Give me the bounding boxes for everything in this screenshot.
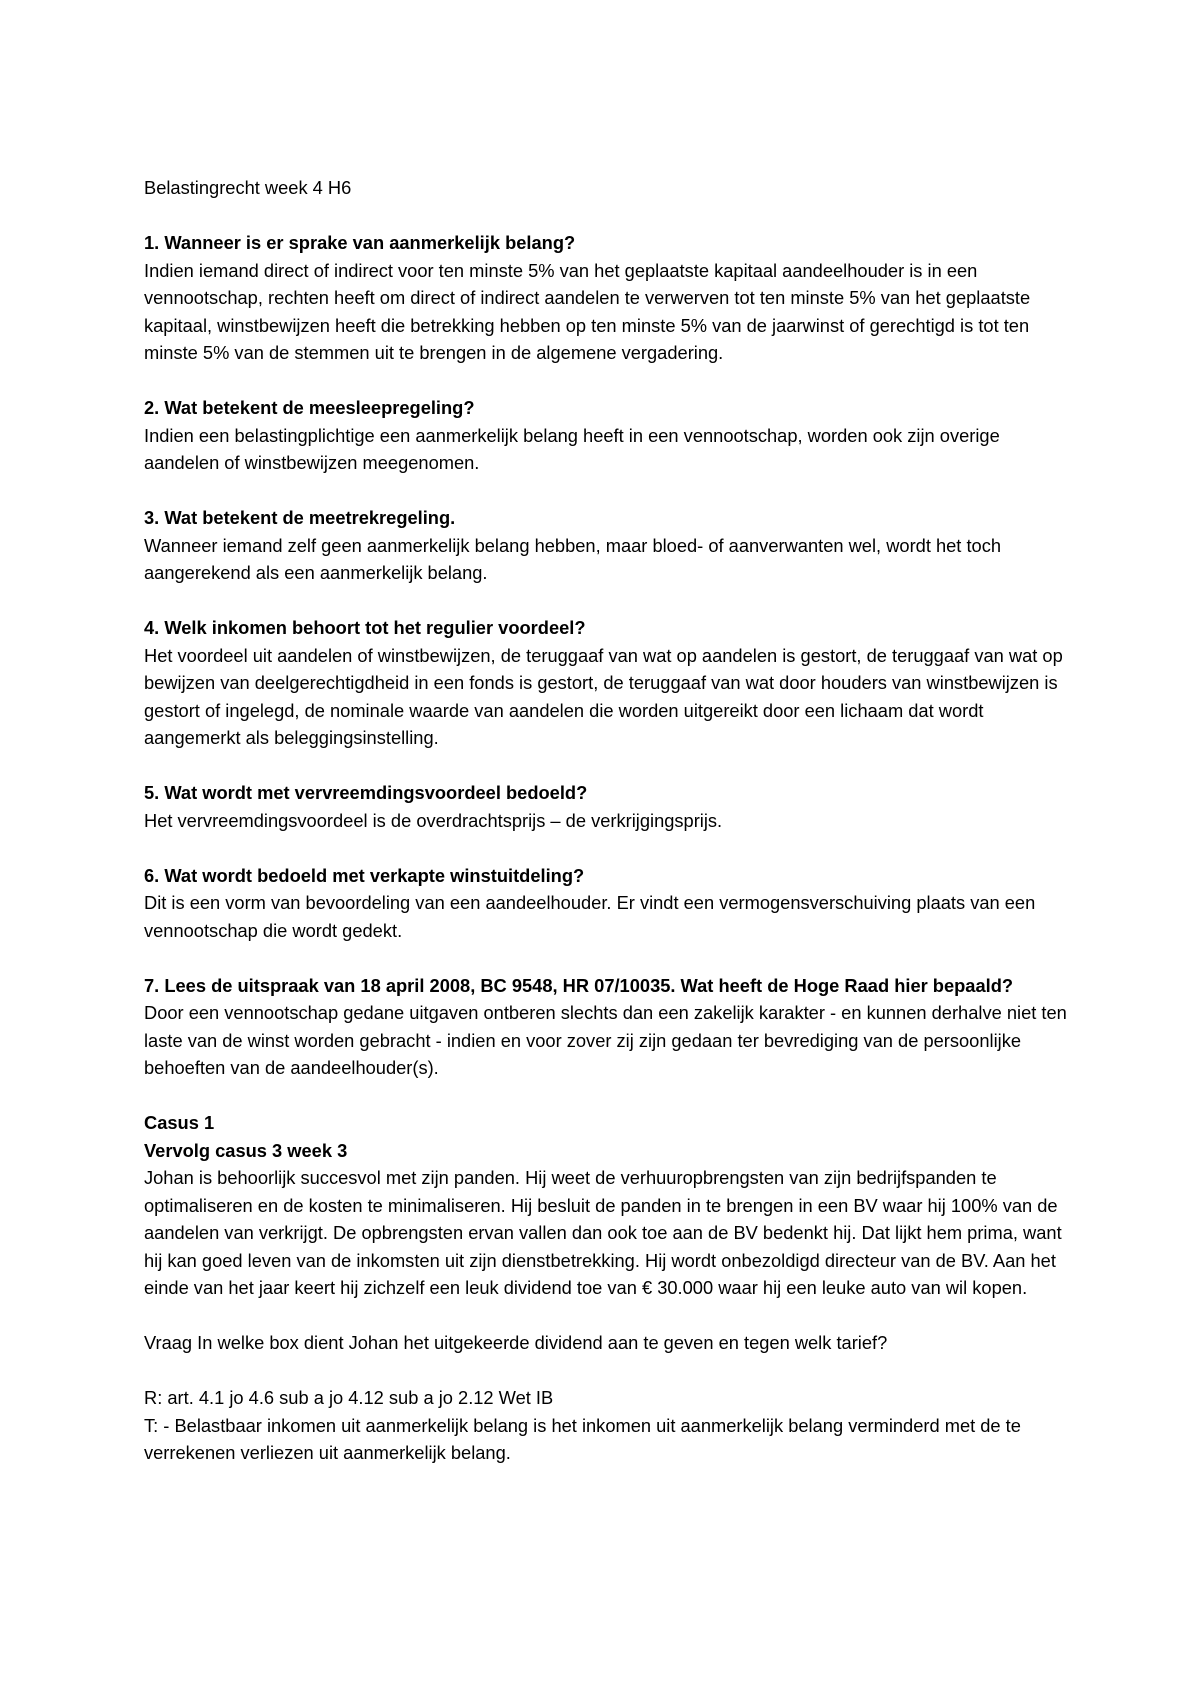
answer-3: Wanneer iemand zelf geen aanmerkelijk belang hebben, maar bloed- of aanverwanten wel, wordt het toch aangerekend als een aanmerkelijk belang.: [144, 534, 1002, 583]
casus-vraag: Vraag In welke box dient Johan het uitgekeerde dividend aan te geven en tegen welk tarief?: [144, 1332, 888, 1353]
answer-6: Dit is een vorm van bevoordeling van een aandeelhouder. Er vindt een vermogensverschuiving plaats van een vennootschap die wordt gedekt.: [144, 892, 1036, 941]
document-title: Belastingrecht week 4 H6: [144, 177, 352, 198]
answer-7: Door een vennootschap gedane uitgaven ontberen slechts dan een zakelijk karakter - en kunnen derhalve niet ten laste van de winst worden gebracht - indien en voor zover zij zijn gedaan ter bevrediging van de persoonlijke behoeften van de aandeelhouder(s).: [144, 1002, 1067, 1078]
question-3: 3. Wat betekent de meetrekregeling.: [144, 507, 456, 528]
casus-text: Johan is behoorlijk succesvol met zijn panden. Hij weet de verhuuropbrengsten van zijn bedrijfspanden te optimaliseren en de kosten te minimaliseren. Hij besluit de panden in te brengen in een BV waar hij 100% van de aandelen van verkrijgt. De opbrengsten ervan vallen dan ook toe aan de BV bedenkt hij. Dat lijkt hem prima, want hij kan goed leven van de inkomsten uit zijn dienstbetrekking. Hij wordt onbezoldigd directeur van de BV. Aan het einde van het jaar keert hij zichzelf een leuk dividend toe van € 30.000 waar hij een leuke auto van wil kopen.: [144, 1167, 1062, 1298]
document-page: [144, 174, 1069, 1467]
spacer: [144, 587, 1069, 615]
casus-t-line: T: - Belastbaar inkomen uit aanmerkelijk belang is het inkomen uit aanmerkelijk belang verminderd met de te verrekenen verliezen uit aanmerkelijk belang.: [144, 1414, 1021, 1463]
casus-heading: Casus 1: [144, 1112, 215, 1133]
question-5: 5. Wat wordt met vervreemdingsvoordeel bedoeld?: [144, 782, 588, 803]
spacer: [144, 477, 1069, 505]
spacer: [144, 1302, 1069, 1330]
question-1: 1. Wanneer is er sprake van aanmerkelijk belang?: [144, 232, 576, 253]
answer-5: Het vervreemdingsvoordeel is de overdrachtsprijs – de verkrijgingsprijs.: [144, 809, 723, 831]
spacer: [144, 1357, 1069, 1385]
spacer: [144, 1082, 1069, 1110]
casus-subheading: Vervolg casus 3 week 3: [144, 1139, 348, 1161]
question-4: 4. Welk inkomen behoort tot het regulier voordeel?: [144, 617, 586, 638]
casus-r-line: R: art. 4.1 jo 4.6 sub a jo 4.12 sub a jo 2.12 Wet IB: [144, 1387, 554, 1408]
question-6: 6. Wat wordt bedoeld met verkapte winstuitdeling?: [144, 864, 585, 886]
spacer: [144, 752, 1069, 780]
spacer: [144, 944, 1069, 972]
spacer: [144, 834, 1069, 862]
spacer: [144, 367, 1069, 395]
spacer: [144, 202, 1069, 230]
question-7: 7. Lees de uitspraak van 18 april 2008, BC 9548, HR 07/10035. Wat heeft de Hoge Raad hier bepaald?: [144, 974, 1014, 996]
answer-1: Indien iemand direct of indirect voor ten minste 5% van het geplaatste kapitaal aandeelhouder is in een vennootschap, rechten heeft om direct of indirect aandelen te verwerven tot ten minste 5% van het geplaatste kapitaal, winstbewijzen heeft die betrekking hebben op ten minste 5% van de jaarwinst of gerechtigd is tot ten minste 5% van de stemmen uit te brengen in de algemene vergadering.: [144, 259, 1031, 363]
answer-4: Het voordeel uit aandelen of winstbewijzen, de teruggaaf van wat op aandelen is gestort, de teruggaaf van wat op bewijzen van deelgerechtigdheid in een fonds is gestort, de teruggaaf van wat door houders van winstbewijzen is gestort of ingelegd, de nominale waarde van aandelen die worden uitgereikt door een lichaam dat wordt aangemerkt als beleggingsinstelling.: [144, 644, 1063, 748]
answer-2: Indien een belastingplichtige een aanmerkelijk belang heeft in een vennootschap, worden ook zijn overige aandelen of winstbewijzen meegenomen.: [144, 424, 1000, 473]
question-2: 2. Wat betekent de meesleepregeling?: [144, 397, 475, 418]
